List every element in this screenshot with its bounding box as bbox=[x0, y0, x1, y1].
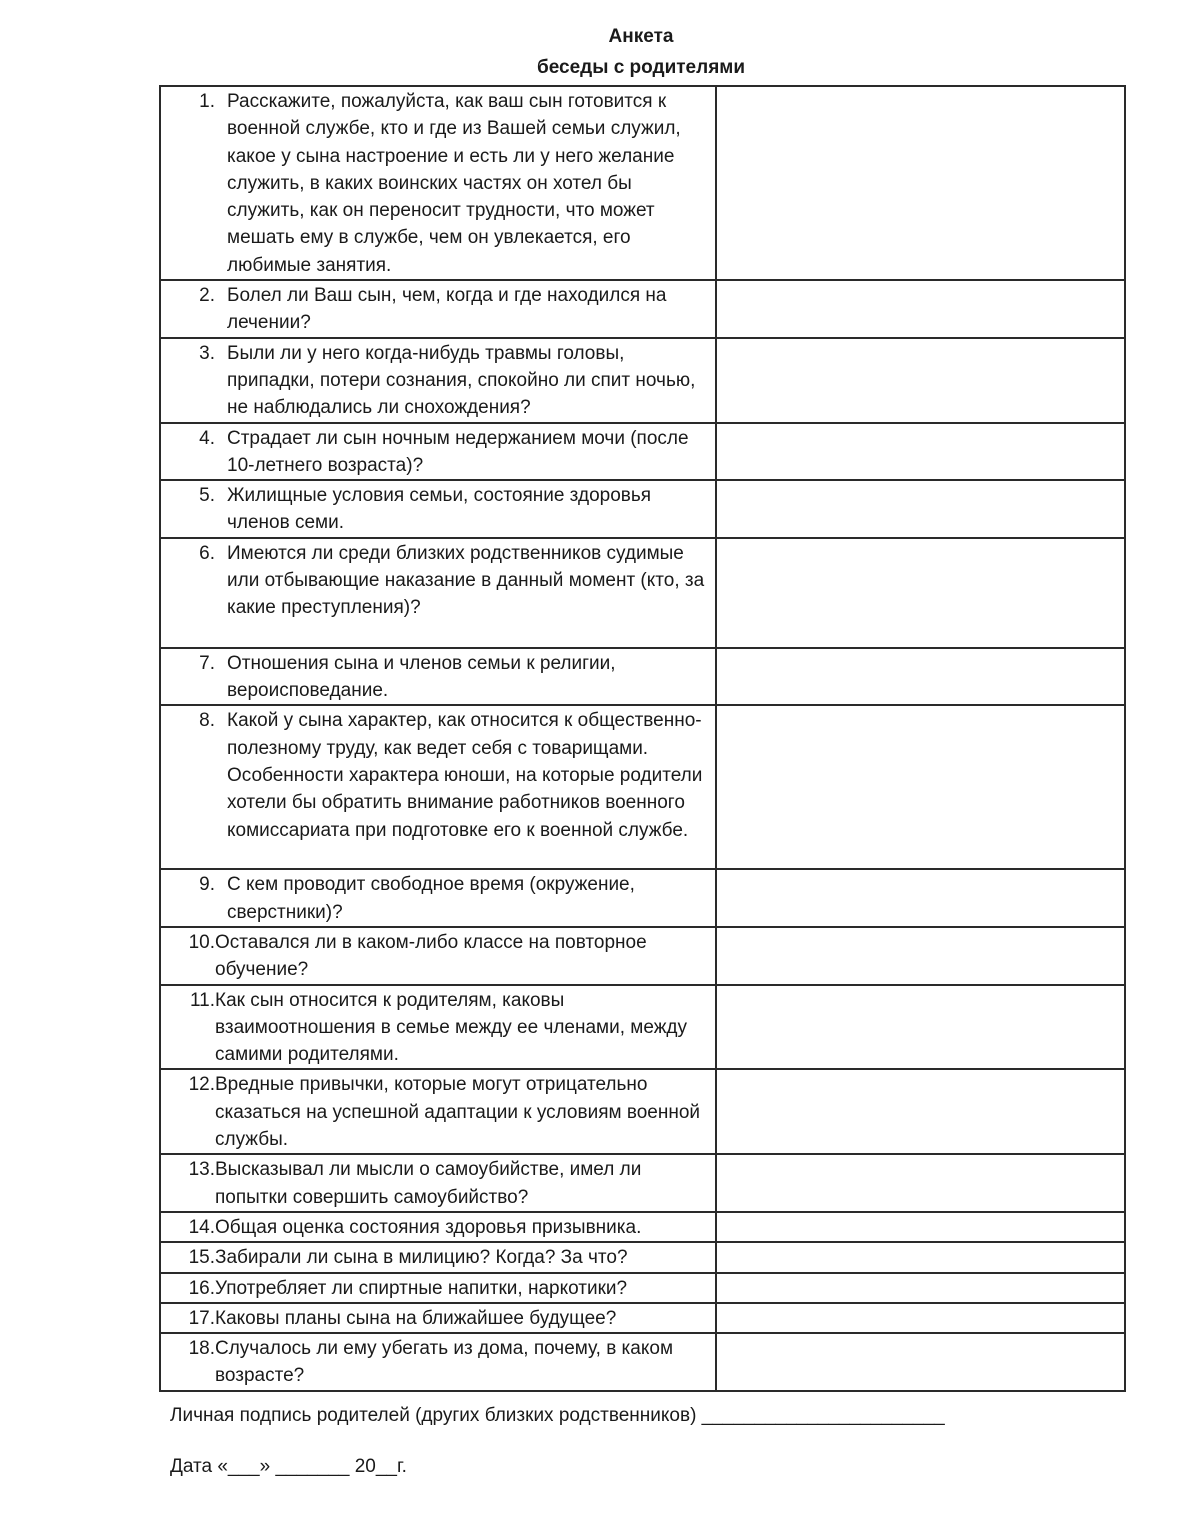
question-text: Отношения сына и членов семьи к религии, вероисповедание. bbox=[227, 652, 616, 702]
question-number: 11. bbox=[189, 989, 215, 1011]
question-text: Болел ли Ваш сын, чем, когда и где находился на лечении? bbox=[227, 285, 667, 334]
question-number: 15. bbox=[188, 1247, 215, 1269]
question-cell bbox=[160, 280, 716, 338]
question-text: Каковы планы сына на ближайшее будущее? bbox=[215, 1307, 617, 1329]
question-number: 7. bbox=[199, 652, 215, 674]
question-row bbox=[160, 280, 1125, 338]
answer-cell[interactable] bbox=[716, 86, 1125, 280]
answer-cell[interactable] bbox=[716, 538, 1125, 648]
answer-cell[interactable] bbox=[716, 648, 1125, 706]
question-cell bbox=[160, 1273, 716, 1303]
question-cell bbox=[160, 538, 716, 648]
answer-cell[interactable] bbox=[716, 338, 1125, 423]
question-cell bbox=[160, 1303, 716, 1333]
answer-cell[interactable] bbox=[716, 869, 1125, 927]
question-number: 14. bbox=[188, 1216, 215, 1238]
answer-cell[interactable] bbox=[716, 1333, 1125, 1391]
question-number: 5. bbox=[199, 485, 215, 507]
question-number: 16. bbox=[188, 1277, 215, 1299]
answer-cell[interactable] bbox=[716, 480, 1125, 538]
question-row bbox=[160, 1303, 1125, 1333]
question-text: С кем проводит свободное время (окружение, сверстники)? bbox=[227, 874, 635, 923]
question-number: 10. bbox=[188, 931, 215, 953]
form-title: Анкета bbox=[608, 26, 674, 47]
question-row bbox=[160, 1069, 1125, 1154]
question-number: 9. bbox=[199, 874, 215, 896]
question-row bbox=[160, 648, 1125, 706]
question-row bbox=[160, 1242, 1125, 1272]
question-text: Общая оценка состояния здоровья призывника. bbox=[215, 1216, 642, 1238]
question-cell bbox=[160, 927, 716, 985]
question-text: Употребляет ли спиртные напитки, наркотики? bbox=[215, 1277, 628, 1299]
question-text: Как сын относится к родителям, каковы взаимоотношения в семье между ее членами, между самими родителями. bbox=[215, 989, 688, 1066]
question-text: Жилищные условия семьи, состояние здоровья членов семи. bbox=[227, 485, 652, 534]
question-cell bbox=[160, 423, 716, 481]
question-cell bbox=[160, 480, 716, 538]
question-number: 17. bbox=[188, 1307, 215, 1329]
question-row bbox=[160, 423, 1125, 481]
question-text: Вредные привычки, которые могут отрицательно сказаться на успешной адаптации к условиям военной службы. bbox=[215, 1074, 701, 1151]
question-cell bbox=[160, 985, 716, 1070]
question-text: Оставался ли в каком-либо классе на повторное обучение? bbox=[215, 931, 647, 981]
question-number: 2. bbox=[199, 285, 215, 307]
questionnaire-table bbox=[159, 85, 1126, 1392]
answer-cell[interactable] bbox=[716, 280, 1125, 338]
question-row bbox=[160, 705, 1125, 869]
question-text: Были ли у него когда-нибудь травмы головы, припадки, потери сознания, спокойно ли спит ночью, не наблюдались ли снохождения? bbox=[227, 342, 696, 419]
question-number: 4. bbox=[199, 427, 215, 449]
question-row bbox=[160, 869, 1125, 927]
question-cell bbox=[160, 338, 716, 423]
question-row bbox=[160, 86, 1125, 280]
question-row bbox=[160, 1333, 1125, 1391]
question-cell bbox=[160, 1242, 716, 1272]
question-text: Высказывал ли мысли о самоубийстве, имел ли попытки совершить самоубийство? bbox=[215, 1159, 642, 1208]
question-number: 8. bbox=[199, 710, 215, 732]
question-cell bbox=[160, 1212, 716, 1242]
form-subtitle: беседы с родителями bbox=[536, 57, 746, 78]
question-row bbox=[160, 985, 1125, 1070]
question-text: Расскажите, пожалуйста, как ваш сын готовится к военной службе, кто и где из Вашей семьи служил, какое у сына настроение и есть ли у него желание служить, в каких воинских частях он хотел бы служить, как он переносит трудности, что может мешать ему в службе, чем он увлекается, его любимые занятия. bbox=[227, 91, 681, 276]
question-cell bbox=[160, 869, 716, 927]
question-row bbox=[160, 927, 1125, 985]
question-cell bbox=[160, 705, 716, 869]
question-row bbox=[160, 1273, 1125, 1303]
question-number: 1. bbox=[199, 91, 215, 112]
question-text: Случалось ли ему убегать из дома, почему, в каком возрасте? bbox=[215, 1338, 674, 1387]
question-cell bbox=[160, 86, 716, 280]
date-line[interactable]: Дата «___» _______ 20__г. bbox=[170, 1456, 407, 1477]
question-text: Страдает ли сын ночным недержанием мочи (после 10-летнего возраста)? bbox=[227, 427, 689, 476]
question-row bbox=[160, 538, 1125, 648]
question-cell bbox=[160, 1333, 716, 1391]
question-row bbox=[160, 1154, 1125, 1212]
answer-cell[interactable] bbox=[716, 1069, 1125, 1154]
question-row bbox=[160, 338, 1125, 423]
question-cell bbox=[160, 1154, 716, 1212]
answer-cell[interactable] bbox=[716, 1303, 1125, 1333]
answer-cell[interactable] bbox=[716, 423, 1125, 481]
question-row bbox=[160, 480, 1125, 538]
question-number: 18. bbox=[188, 1338, 215, 1360]
question-text: Имеются ли среди близких родственников судимые или отбывающие наказание в данный момент (кто, за какие преступления)? bbox=[227, 542, 705, 619]
question-text: Забирали ли сына в милицию? Когда? За что? bbox=[215, 1247, 628, 1269]
question-cell bbox=[160, 1069, 716, 1154]
question-number: 12. bbox=[188, 1074, 215, 1096]
question-cell bbox=[160, 648, 716, 706]
question-row bbox=[160, 1212, 1125, 1242]
answer-cell[interactable] bbox=[716, 985, 1125, 1070]
answer-cell[interactable] bbox=[716, 927, 1125, 985]
question-text: Какой у сына характер, как относится к общественно-полезному труду, как ведет себя с товарищами. Особенности характера юноши, на которые родители хотели бы обратить внимание работников военного комиссариата при подготовке его к военной службе. bbox=[227, 710, 703, 841]
answer-cell[interactable] bbox=[716, 705, 1125, 869]
parent-signature-line[interactable]: Личная подпись родителей (других близких родственников) _______________________ bbox=[170, 1405, 945, 1426]
answer-cell[interactable] bbox=[716, 1212, 1125, 1242]
answer-cell[interactable] bbox=[716, 1242, 1125, 1272]
question-number: 3. bbox=[199, 342, 215, 364]
question-number: 6. bbox=[199, 542, 215, 564]
question-number: 13. bbox=[188, 1159, 215, 1181]
answer-cell[interactable] bbox=[716, 1273, 1125, 1303]
answer-cell[interactable] bbox=[716, 1154, 1125, 1212]
